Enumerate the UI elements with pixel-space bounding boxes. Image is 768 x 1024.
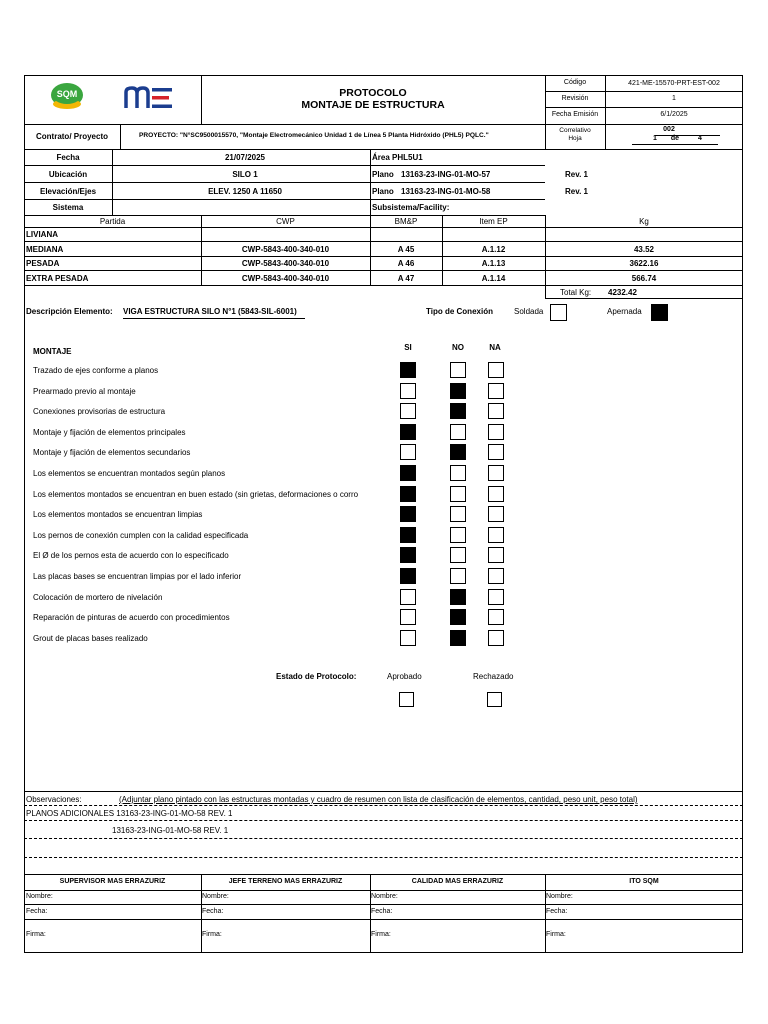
- table-row-bmp: A 45: [397, 245, 415, 254]
- signature-fecha: Fecha:: [26, 908, 48, 915]
- sistema-label: Sistema: [52, 203, 84, 212]
- correlativo-value: 002: [663, 126, 675, 133]
- montaje-checkbox-no[interactable]: [450, 547, 466, 563]
- signature-firma: Firma:: [26, 931, 46, 938]
- montaje-item-label: Trazado de ejes conforme a planos: [33, 366, 159, 375]
- signature-title-supervisor: SUPERVISOR MAS ERRAZURIZ: [59, 878, 166, 885]
- signature-title-jefe-terreno: JEFE TERRENO MAS ERRAZURIZ: [228, 878, 343, 885]
- soldada-label: Soldada: [514, 307, 544, 316]
- montaje-item-label: Grout de placas bases realizado: [33, 634, 148, 643]
- aprobado-checkbox[interactable]: [399, 692, 414, 707]
- table-row-cwp: CWP-5843-400-340-010: [241, 274, 330, 283]
- montaje-item-label: Los elementos se encuentran montados según planos: [33, 469, 226, 478]
- montaje-checkbox-si[interactable]: [400, 630, 416, 646]
- montaje-checkbox-na[interactable]: [488, 589, 504, 605]
- ubicacion-value: SILO 1: [232, 170, 258, 179]
- montaje-checkbox-no[interactable]: [450, 527, 466, 543]
- signature-firma: Firma:: [202, 931, 222, 938]
- observaciones-line1: PLANOS ADICIONALES 13163-23-ING-01-MO-58 REV. 1: [26, 809, 233, 818]
- signature-title-calidad: CALIDAD MAS ERRAZURIZ: [411, 878, 504, 885]
- montaje-checkbox-si[interactable]: [400, 527, 416, 543]
- signature-nombre: Nombre:: [371, 893, 398, 900]
- montaje-item-label: Montaje y fijación de elementos secundarios: [33, 448, 191, 457]
- descripcion-value: VIGA ESTRUCTURA SILO N°1 (5843-SIL-6001): [123, 307, 297, 316]
- soldada-checkbox[interactable]: [550, 304, 567, 321]
- montaje-item-label: Los elementos montados se encuentran limpias: [33, 510, 203, 519]
- table-row-kg: 566.74: [631, 274, 657, 283]
- montaje-checkbox-si[interactable]: [400, 403, 416, 419]
- montaje-checkbox-si[interactable]: [400, 465, 416, 481]
- codigo-label: Código: [563, 79, 587, 86]
- hoja-de: de: [670, 135, 680, 142]
- montaje-item-label: Montaje y fijación de elementos principales: [33, 428, 186, 437]
- montaje-checkbox-na[interactable]: [488, 465, 504, 481]
- total-kg-label: Total Kg:: [560, 288, 592, 297]
- montaje-checkbox-no[interactable]: [450, 465, 466, 481]
- table-row-item: A.1.13: [481, 259, 506, 268]
- montaje-checkbox-na[interactable]: [488, 383, 504, 399]
- correlativo-label: Correlativo: [559, 127, 591, 134]
- bmp-header: BM&P: [394, 217, 418, 226]
- montaje-checkbox-no[interactable]: [450, 362, 466, 378]
- plano2-label: Plano: [372, 187, 394, 196]
- col-na-header: NA: [489, 343, 501, 352]
- sqm-logo: [48, 82, 86, 112]
- montaje-item-label: Colocación de mortero de nivelación: [33, 593, 163, 602]
- descripcion-label: Descripción Elemento:: [26, 307, 113, 316]
- table-row-bmp: A 46: [397, 259, 415, 268]
- hoja-total: 4: [698, 135, 702, 142]
- montaje-checkbox-si[interactable]: [400, 362, 416, 378]
- montaje-checkbox-no[interactable]: [450, 403, 466, 419]
- montaje-checkbox-no[interactable]: [450, 424, 466, 440]
- item-ep-header: Item EP: [479, 217, 508, 226]
- observaciones-line2: 13163-23-ING-01-MO-58 REV. 1: [112, 826, 229, 835]
- plano1-rev: Rev. 1: [565, 170, 588, 179]
- signature-fecha: Fecha:: [202, 908, 224, 915]
- estado-label: Estado de Protocolo:: [276, 672, 357, 681]
- table-row-cwp: CWP-5843-400-340-010: [241, 259, 330, 268]
- cwp-header: CWP: [276, 217, 295, 226]
- signature-nombre: Nombre:: [546, 893, 573, 900]
- montaje-item-label: Las placas bases se encuentran limpias por el lado inferior: [33, 572, 242, 581]
- montaje-checkbox-na[interactable]: [488, 403, 504, 419]
- signature-nombre: Nombre:: [202, 893, 229, 900]
- table-row-partida: LIVIANA: [26, 230, 58, 239]
- montaje-checkbox-si[interactable]: [400, 383, 416, 399]
- signature-fecha: Fecha:: [546, 908, 568, 915]
- partida-header: Partida: [99, 217, 126, 226]
- montaje-checkbox-no[interactable]: [450, 486, 466, 502]
- col-no-header: NO: [452, 343, 464, 352]
- signature-fecha: Fecha:: [371, 908, 393, 915]
- montaje-checkbox-no[interactable]: [450, 568, 466, 584]
- plano1-label: Plano: [372, 170, 394, 179]
- montaje-checkbox-si[interactable]: [400, 444, 416, 460]
- signature-title-ito: ITO SQM: [629, 878, 659, 885]
- table-row-cwp: CWP-5843-400-340-010: [241, 245, 330, 254]
- rechazado-checkbox[interactable]: [487, 692, 502, 707]
- montaje-checkbox-na[interactable]: [488, 506, 504, 522]
- montaje-checkbox-si[interactable]: [400, 424, 416, 440]
- montaje-checkbox-na[interactable]: [488, 630, 504, 646]
- area-value: Área PHL5U1: [372, 153, 423, 162]
- montaje-checkbox-no[interactable]: [450, 589, 466, 605]
- table-row-bmp: A 47: [397, 274, 415, 283]
- contrato-label: Contrato/ Proyecto: [35, 132, 108, 141]
- montaje-checkbox-si[interactable]: [400, 506, 416, 522]
- fecha-emision-label: Fecha Emisión: [551, 111, 599, 118]
- tipo-conexion-label: Tipo de Conexión: [426, 307, 493, 316]
- montaje-checkbox-no[interactable]: [450, 609, 466, 625]
- observaciones-label: Observaciones:: [26, 795, 82, 804]
- ubicacion-label: Ubicación: [48, 170, 88, 179]
- fecha-label: Fecha: [56, 153, 80, 162]
- signature-nombre: Nombre:: [26, 893, 53, 900]
- signature-firma: Firma:: [371, 931, 391, 938]
- montaje-checkbox-no[interactable]: [450, 383, 466, 399]
- table-row-item: A.1.14: [481, 274, 506, 283]
- table-row-partida: PESADA: [26, 259, 60, 268]
- montaje-checkbox-na[interactable]: [488, 527, 504, 543]
- signature-firma: Firma:: [546, 931, 566, 938]
- montaje-item-label: Prearmado previo al montaje: [33, 387, 136, 396]
- revision-label: Revisión: [561, 95, 589, 102]
- montaje-checkbox-no[interactable]: [450, 506, 466, 522]
- montaje-item-label: Los pernos de conexión cumplen con la calidad especificada: [33, 531, 249, 540]
- montaje-checkbox-na[interactable]: [488, 547, 504, 563]
- montaje-checkbox-si[interactable]: [400, 547, 416, 563]
- table-row-item: A.1.12: [481, 245, 506, 254]
- apernada-checkbox[interactable]: [651, 304, 668, 321]
- observaciones-note: (Adjuntar plano pintado con las estructuras montadas y cuadro de resumen con lista de clasificación de elementos, cantidad, peso unit, peso total): [119, 795, 638, 804]
- rechazado-label: Rechazado: [473, 672, 514, 681]
- plano2-value: 13163-23-ING-01-MO-58: [401, 187, 491, 196]
- montaje-item-label: Conexiones provisorias de estructura: [33, 407, 166, 416]
- hoja-label: Hoja: [568, 135, 582, 142]
- montaje-title: MONTAJE: [33, 347, 72, 356]
- fecha-emision-value: 6/1/2025: [660, 111, 688, 118]
- montaje-checkbox-na[interactable]: [488, 362, 504, 378]
- montaje-checkbox-si[interactable]: [400, 589, 416, 605]
- elevacion-value: ELEV. 1250 A 11650: [208, 187, 282, 196]
- table-row-kg: 3622.16: [629, 259, 659, 268]
- table-row-partida: MEDIANA: [26, 245, 64, 254]
- montaje-checkbox-na[interactable]: [488, 424, 504, 440]
- revision-value: 1: [672, 95, 676, 102]
- montaje-checkbox-si[interactable]: [400, 486, 416, 502]
- apernada-label: Apernada: [607, 307, 642, 316]
- contrato-value: PROYECTO: "N°SC9500015570, "Montaje Electromecánico Unidad 1 de Línea 5 Planta Hidróxido (PHL5) PQLC.": [139, 132, 489, 139]
- kg-header: Kg: [639, 217, 649, 226]
- title-line2: MONTAJE DE ESTRUCTURA: [301, 99, 445, 111]
- plano1-value: 13163-23-ING-01-MO-57: [401, 170, 491, 179]
- montaje-checkbox-no[interactable]: [450, 630, 466, 646]
- montaje-checkbox-no[interactable]: [450, 444, 466, 460]
- table-row-kg: 43.52: [633, 245, 655, 254]
- hoja-num: 1: [653, 135, 657, 142]
- montaje-checkbox-na[interactable]: [488, 609, 504, 625]
- montaje-item-label: Los elementos montados se encuentran en buen estado (sin grietas, deformaciones o corro: [33, 490, 359, 499]
- montaje-checkbox-si[interactable]: [400, 609, 416, 625]
- montaje-checkbox-na[interactable]: [488, 444, 504, 460]
- title-line1: PROTOCOLO: [339, 87, 407, 99]
- elevacion-label: Elevación/Ejes: [39, 187, 97, 196]
- montaje-checkbox-na[interactable]: [488, 568, 504, 584]
- aprobado-label: Aprobado: [387, 672, 422, 681]
- montaje-checkbox-si[interactable]: [400, 568, 416, 584]
- col-si-header: SI: [404, 343, 412, 352]
- montaje-checkbox-na[interactable]: [488, 486, 504, 502]
- sqm-logo-text: SQM: [56, 89, 78, 99]
- me-logo: [124, 84, 174, 112]
- subsistema-label: Subsistema/Facility:: [372, 203, 450, 212]
- table-row-partida: EXTRA PESADA: [26, 274, 89, 283]
- codigo-value: 421-ME-15570-PRT-EST-002: [628, 80, 720, 87]
- montaje-item-label: El Ø de los pernos esta de acuerdo con lo especificado: [33, 551, 229, 560]
- montaje-item-label: Reparación de pinturas de acuerdo con procedimientos: [33, 613, 230, 622]
- total-kg-value: 4232.42: [608, 288, 637, 297]
- plano2-rev: Rev. 1: [565, 187, 588, 196]
- fecha-value: 21/07/2025: [224, 153, 266, 162]
